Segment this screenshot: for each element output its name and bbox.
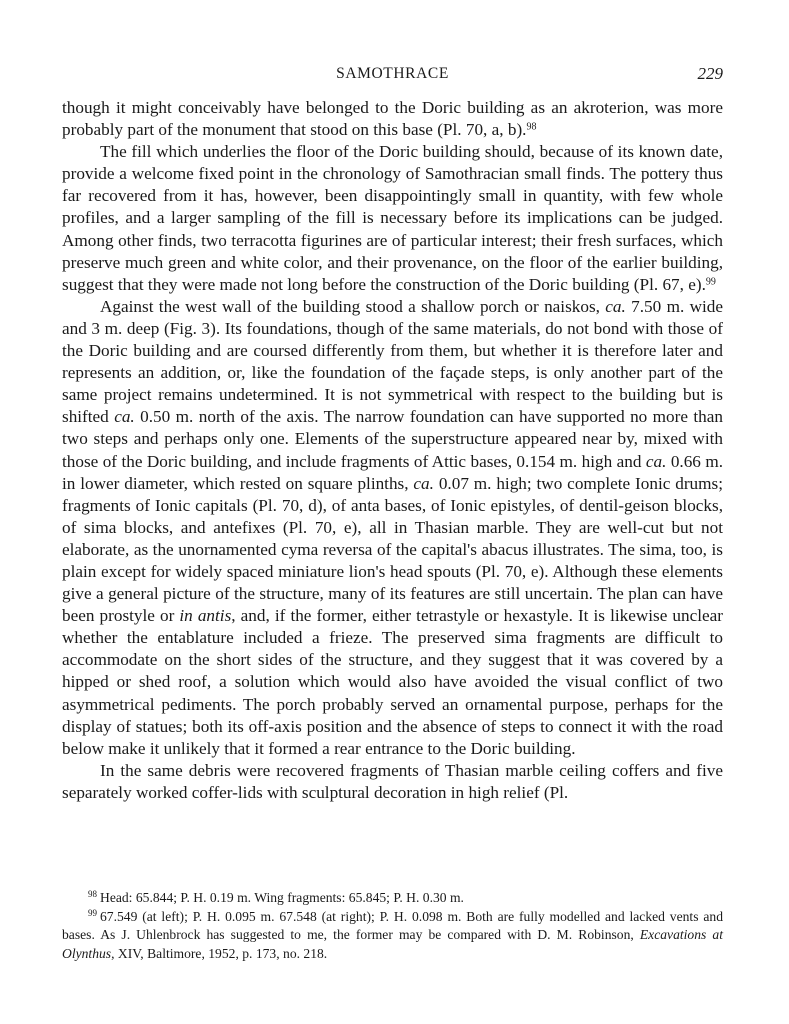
circa-abbrev: ca. (114, 407, 135, 427)
paragraph-2-text: The fill which underlies the floor of the Doric building should, because of its known date, provide a welcome fixed point in the chronology of Samothracian small finds. The pottery thus far recovered from it has, however, been disappointingly small in quantity, with few whole profiles, and a larger sampling of the fill is necessary before its implications can be judged. Among other finds, two terracotta figurines are of particular interest; their fresh surfaces, which preserve much green and white color, and their provenance, on the floor of the earlier building, suggest that they were made not long before the construction of the Doric building (Pl. 67, e). (62, 142, 723, 294)
paragraph-3 (62, 296, 723, 760)
paragraph-3-text-b: 7.50 m. wide and 3 m. deep (Fig. 3). Its foundations, though of the same materials, do not bond with those of the Doric building and are coursed differently from them, but whether it is therefore later and represents an addition, or, like the foundation of the façade steps, is only another part of the same project remains undetermined. It is not symmetrical with respect to the building but is shifted (62, 296, 723, 427)
paragraph-3-text-c: 0.50 m. north of the axis. The narrow foundation can have supported no more than two steps and perhaps only one. Elements of the superstructure appeared near by, mixed with those of the Doric building, and include fragments of Attic bases, 0.154 m. high and (62, 407, 723, 471)
running-head (62, 63, 723, 87)
body-text (62, 97, 723, 804)
in-antis-term: in antis (179, 606, 232, 626)
paragraph-1-text: though it might conceivably have belonged to the Doric building as an akroterion, was more probably part of the monument that stood on this base (Pl. 70, a, b). (62, 98, 723, 140)
circa-abbrev: ca. (645, 451, 667, 471)
paragraph-3-text-e: 0.07 m. high; two complete Ionic drums; fragments of Ionic capitals (Pl. 70, d), of anta bases, of Ionic epistyles, of dentil-geison blocks, of sima blocks, and antefixes (Pl. 70, e), all in Thasian marble. They are well-cut but not elaborate, as the unornamented cyma reversa of the capital's abacus illustrates. The sima, too, is plain except for widely spaced miniature lion's head spouts (Pl. 70, e). Although these elements give a general picture of the structure, many of its features are still uncertain. The plan can have been prostyle or (62, 473, 723, 626)
footnote-98 (62, 889, 723, 908)
book-title: Excavations at Olynthus (62, 927, 723, 961)
footnote-text: Head: 65.844; P. H. 0.19 m. Wing fragments: 65.845; P. H. 0.30 m. (100, 890, 464, 905)
footnotes (62, 889, 723, 963)
paragraph-3-text-d: 0.66 m. in lower diameter, which rested on square plinths, (62, 451, 723, 493)
circa-abbrev: ca. (413, 473, 434, 493)
running-title: SAMOTHRACE (336, 65, 449, 82)
paragraph-4 (62, 760, 723, 804)
circa-abbrev: ca. (605, 296, 626, 316)
paragraph-1 (62, 97, 723, 141)
paragraph-2 (62, 141, 723, 296)
page-number: 229 (697, 64, 723, 83)
footnote-ref-98[interactable]: 98 (526, 121, 537, 133)
footnote-text-b: , XIV, Baltimore, 1952, p. 173, no. 218. (111, 945, 328, 961)
paragraph-4-text: In the same debris were recovered fragments of Thasian marble ceiling coffers and five separately worked coffer-lids with sculptural decoration in high relief (Pl. (62, 760, 723, 802)
footnote-mark: 98 (88, 889, 97, 900)
footnote-99 (62, 908, 723, 964)
footnote-mark: 99 (88, 907, 97, 918)
footnote-text-a: 67.549 (at left); P. H. 0.095 m. 67.548 (at right); P. H. 0.098 m. Both are fully modelled and lacked vents and bases. As J. Uhlenbrock has suggested to me, the former may be compared with D. M. Robinson, (62, 908, 723, 943)
paragraph-3-text-f: , and, if the former, either tetrastyle or hexastyle. It is likewise unclear whether the entablature included a frieze. The preserved sima fragments are difficult to accommodate on the short sides of the structure, and they suggest that it was covered by a hipped or shed roof, a solution which would also have avoided the visual conflict of two asymmetrical pediments. The porch probably served an ornamental purpose, perhaps for the display of statues; both its off-axis position and the absence of steps to connect it with the road below make it unlikely that it formed a rear entrance to the Doric building. (62, 606, 724, 758)
paragraph-3-text-a: Against the west wall of the building stood a shallow porch or naiskos, (100, 296, 606, 316)
footnote-ref-99[interactable]: 99 (705, 276, 716, 288)
